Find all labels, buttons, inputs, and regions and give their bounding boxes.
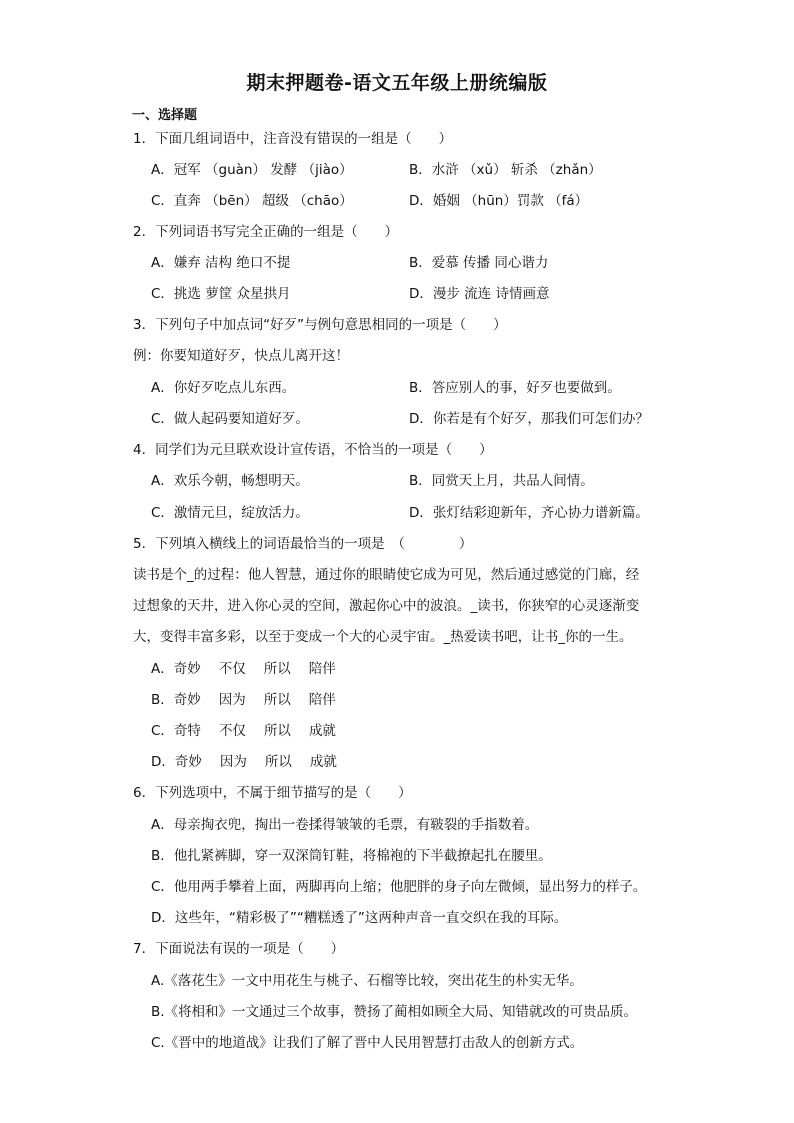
question-3-option-c: C．做人起码要知道好歹。 — [151, 411, 309, 427]
option-word: 所以 — [263, 723, 291, 739]
option-word: 因为 — [218, 692, 246, 708]
option-word: 陪伴 — [308, 661, 336, 677]
question-6-option-d: D．这些年，“精彩极了”“糟糕透了”这两种声音一直交织在我的耳际。 — [151, 910, 568, 926]
option-word: 奇妙 — [173, 661, 201, 677]
question-7-option-c: C.《晋中的地道战》让我们了解了晋中人民用智慧打击敌人的创新方式。 — [151, 1035, 584, 1051]
question-4-stem: 4．同学们为元旦联欢设计宣传语，不恰当的一项是（ ） — [133, 442, 493, 458]
option-word: 因为 — [219, 754, 247, 770]
question-5-option-b — [151, 691, 336, 709]
question-1-option-a: A．冠军 （guàn） 发酵 （jiào） — [151, 162, 353, 178]
question-4-option-b: B．同赏天上月，共品人间情。 — [409, 473, 594, 489]
option-word: 不仅 — [218, 661, 246, 677]
question-1-stem: 1．下面几组词语中，注音没有错误的一组是（ ） — [133, 131, 453, 147]
question-3-example: 例：你要知道好歹，快点儿离开这！ — [133, 348, 349, 364]
exam-title: 期末押题卷-语文五年级上册统编版 — [246, 72, 548, 94]
option-word: 所以 — [263, 692, 291, 708]
question-6-option-a: A．母亲掏衣兜，掏出一卷揉得皱皱的毛票，有皲裂的手指数着。 — [151, 817, 539, 833]
question-4-option-d: D．张灯结彩迎新年，齐心协力谱新篇。 — [409, 505, 649, 521]
question-4-option-a: A．欢乐今朝，畅想明天。 — [151, 473, 309, 489]
question-2-option-b: B．爱慕 传播 同心谐力 — [409, 255, 549, 271]
option-word: 成就 — [309, 754, 337, 770]
question-6-stem: 6．下列选项中，不属于细节描写的是（ ） — [133, 785, 412, 801]
section-heading: 一、选择题 — [132, 108, 198, 123]
option-word: 成就 — [308, 723, 336, 739]
question-5-option-c — [151, 722, 336, 740]
option-word: 不仅 — [218, 723, 246, 739]
option-word: 所以 — [264, 754, 292, 770]
option-word: 奇妙 — [173, 692, 201, 708]
question-5-stem: 5．下列填入横线上的词语最恰当的一项是 （ ） — [133, 536, 473, 552]
question-3-option-b: B．答应别人的事，好歹也要做到。 — [409, 380, 621, 396]
option-letter: C． — [151, 723, 174, 739]
option-letter: D． — [151, 754, 175, 770]
option-word: 所以 — [263, 661, 291, 677]
question-3-option-a: A．你好歹吃点儿东西。 — [151, 380, 296, 396]
option-word: 陪伴 — [308, 692, 336, 708]
question-6-option-b: B．他扎紧裤脚，穿一双深筒钉鞋，将棉袍的下半截撩起扎在腰里。 — [151, 848, 552, 864]
question-1-option-c: C．直奔 （bēn） 超级 （chāo） — [151, 193, 353, 209]
question-2-stem: 2．下列词语书写完全正确的一组是（ ） — [133, 224, 399, 240]
question-2-option-a: A．嫌弃 洁构 绝口不提 — [151, 255, 291, 271]
option-word: 奇妙 — [174, 754, 202, 770]
question-3-option-d: D．你若是有个好歹，那我们可怎们办？ — [409, 411, 649, 427]
question-3-stem: 3．下列句子中加点词“好歹”与例句意思相同的一项是（ ） — [133, 317, 507, 333]
option-letter: A． — [151, 661, 174, 677]
question-2-option-c: C．挑选 萝筐 众星拱月 — [151, 286, 291, 302]
option-letter: B． — [151, 692, 174, 708]
question-5-option-a — [151, 660, 336, 678]
question-1-option-d: D．婚姻 （hūn）罚款 （fá） — [409, 193, 589, 209]
question-7-option-b: B.《将相和》一文通过三个故事，赞扬了蔺相如顾全大局、知错就改的可贵品质。 — [151, 1004, 638, 1020]
question-5-passage-line-3: 大，变得丰富多彩，以至于变成一个大的心灵宇宙。_热爱读书吧，让书_你的一生。 — [133, 629, 633, 645]
question-7-stem: 7．下面说法有误的一项是（ ） — [133, 941, 345, 957]
question-2-option-d: D．漫步 流连 诗情画意 — [409, 286, 550, 302]
question-5-passage-line-1: 读书是个_的过程：他人智慧，通过你的眼睛使它成为可见，然后通过感觉的门廊，经 — [133, 567, 640, 583]
question-5-option-d — [151, 753, 337, 771]
question-7-option-a: A.《落花生》一文中用花生与桃子、石榴等比较，突出花生的朴实无华。 — [151, 973, 583, 989]
question-4-option-c: C．激情元旦，绽放活力。 — [151, 505, 309, 521]
question-5-passage-line-2: 过想象的天井，进入你心灵的空间，激起你心中的波浪。_读书，你狭窄的心灵逐渐变 — [133, 598, 640, 614]
option-word: 奇特 — [173, 723, 201, 739]
question-1-option-b: B．水浒 （xǔ） 斩杀 （zhǎn） — [409, 162, 602, 178]
question-6-option-c: C．他用两手攀着上面，两脚再向上缩；他肥胖的身子向左微倾，显出努力的样子。 — [151, 879, 647, 895]
